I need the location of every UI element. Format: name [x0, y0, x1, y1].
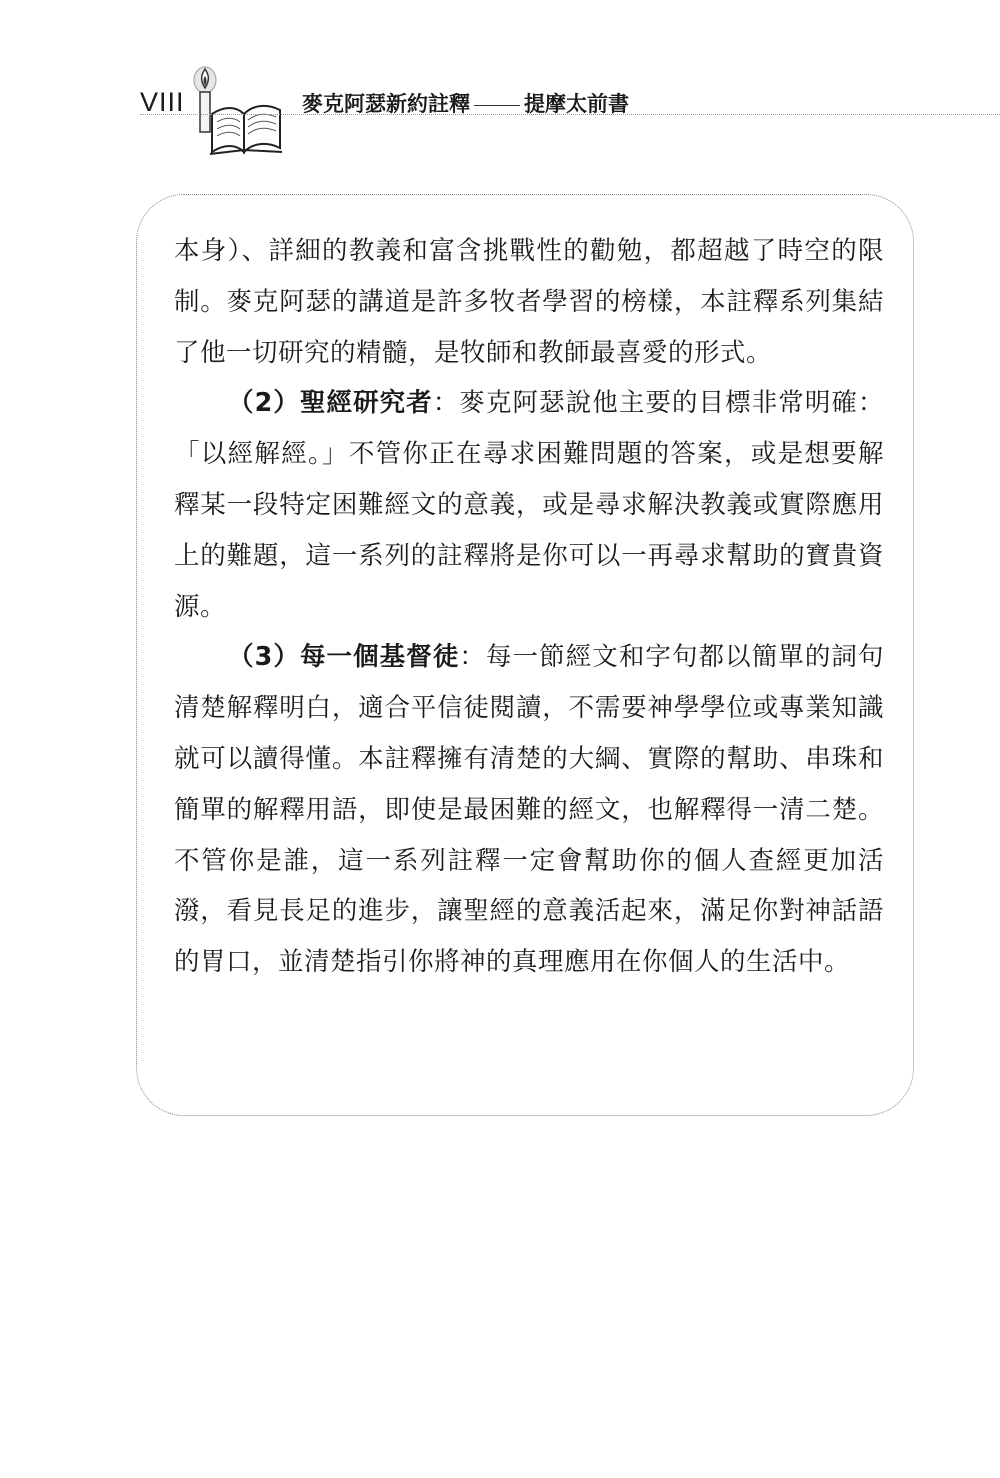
page-number: VIII	[140, 87, 185, 117]
page-header	[140, 66, 1000, 156]
paragraph-1: 本身）、詳細的教義和富含挑戰性的勸勉，都超越了時空的限制。麥克阿瑟的講道是許多牧者學習的榜樣，本註釋系列集結了他一切研究的精髓，是牧師和教師最喜愛的形式。	[174, 236, 884, 368]
book-subtitle: 提摩太前書	[524, 92, 629, 116]
book-title: 麥克阿瑟新約註釋	[302, 92, 470, 116]
paragraph-3-text: ：每一節經文和字句都以簡單的詞句清楚解釋明白，適合平信徒閱讀，不需要神學學位或專業知識就可以讀得懂。本註釋擁有清楚的大綱、實際的幫助、串珠和簡單的解釋用語，即使是最困難的經文，也解釋得一清二楚。不管你是誰，這一系列註釋一定會幫助你的個人查經更加活潑，看見長足的進步，讓聖經的意義活起來，滿足你對神話語的胃口，並清楚指引你將神的真理應用在你個人的生活中。	[174, 642, 884, 978]
body-text	[174, 226, 884, 988]
paragraph-3	[174, 632, 884, 988]
open-book-candle-icon	[192, 66, 284, 158]
paragraph-2	[174, 378, 884, 632]
paragraph-2-text: ：麥克阿瑟說他主要的目標非常明確：「以經解經。」不管你正在尋求困難問題的答案，或是想要解釋某一段特定困難經文的意義，或是尋求解決教義或實際應用上的難題，這一系列的註釋將是你可以一再尋求幫助的寶貴資源。	[174, 388, 884, 622]
header-dotted-rule	[140, 114, 1000, 115]
title-separator	[474, 105, 520, 106]
paragraph-3-term: （3）每一個基督徒	[228, 642, 460, 673]
paragraph-2-term: （2）聖經研究者	[228, 388, 433, 419]
